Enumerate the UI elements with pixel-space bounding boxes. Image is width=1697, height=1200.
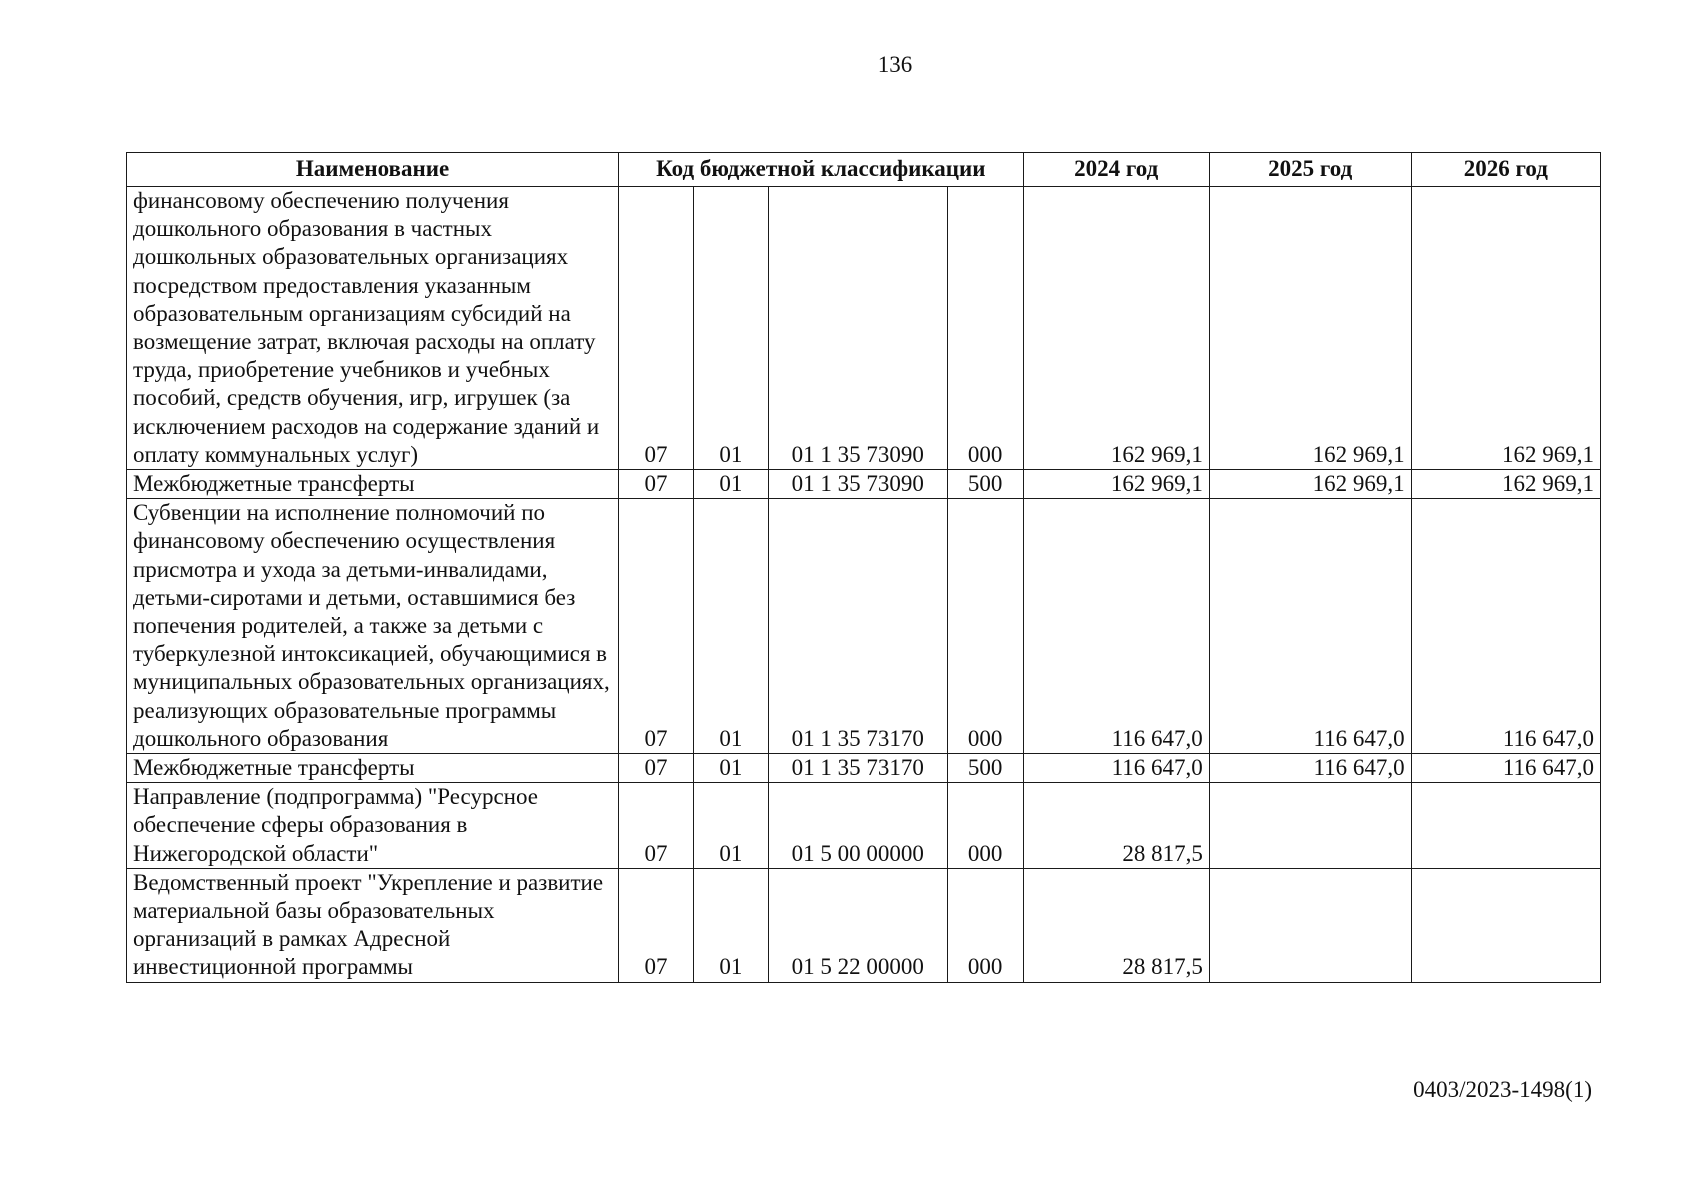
row-subsection: 01 xyxy=(693,470,768,499)
row-section: 07 xyxy=(619,499,694,754)
row-2026 xyxy=(1411,783,1600,869)
row-name: Межбюджетные трансферты xyxy=(127,754,619,783)
row-2026: 162 969,1 xyxy=(1411,470,1600,499)
row-2026: 116 647,0 xyxy=(1411,499,1600,754)
row-section: 07 xyxy=(619,754,694,783)
table-row xyxy=(127,499,1601,754)
row-subsection: 01 xyxy=(693,754,768,783)
row-subsection: 01 xyxy=(693,868,768,982)
row-2024: 28 817,5 xyxy=(1023,868,1209,982)
row-name: Межбюджетные трансферты xyxy=(127,470,619,499)
row-target-article: 01 5 22 00000 xyxy=(768,868,947,982)
row-name: Ведомственный проект "Укрепление и развитие материальной базы образовательных организаций в рамках Адресной инвестиционной программы xyxy=(127,868,619,982)
row-2024: 162 969,1 xyxy=(1023,470,1209,499)
row-section: 07 xyxy=(619,868,694,982)
row-expense-type: 000 xyxy=(947,187,1023,470)
header-2025: 2025 год xyxy=(1209,153,1411,187)
table-header-row xyxy=(127,153,1601,187)
row-subsection: 01 xyxy=(693,783,768,869)
row-name: финансовому обеспечению получения дошкольного образования в частных дошкольных образовательных организациях посредством предоставления указанным образовательным организациям субсидий на возмещение затрат, включая расходы на оплату труда, приобретение учебников и учебных пособий, средств обучения, игр, игрушек (за исключением расходов на содержание зданий и оплату коммунальных услуг) xyxy=(127,187,619,470)
header-2024: 2024 год xyxy=(1023,153,1209,187)
row-2024: 162 969,1 xyxy=(1023,187,1209,470)
row-2026: 162 969,1 xyxy=(1411,187,1600,470)
header-name: Наименование xyxy=(127,153,619,187)
row-target-article: 01 1 35 73170 xyxy=(768,499,947,754)
table-row xyxy=(127,470,1601,499)
row-expense-type: 500 xyxy=(947,470,1023,499)
row-2025 xyxy=(1209,783,1411,869)
row-2024: 28 817,5 xyxy=(1023,783,1209,869)
row-2026 xyxy=(1411,868,1600,982)
header-2026: 2026 год xyxy=(1411,153,1600,187)
row-section: 07 xyxy=(619,187,694,470)
document-reference: 0403/2023-1498(1) xyxy=(1413,1077,1592,1102)
row-2024: 116 647,0 xyxy=(1023,754,1209,783)
row-section: 07 xyxy=(619,783,694,869)
row-2025: 162 969,1 xyxy=(1209,470,1411,499)
row-name: Направление (подпрограмма) "Ресурсное обеспечение сферы образования в Нижегородской области" xyxy=(127,783,619,869)
row-expense-type: 000 xyxy=(947,868,1023,982)
row-target-article: 01 1 35 73090 xyxy=(768,187,947,470)
table-row xyxy=(127,754,1601,783)
row-2025: 116 647,0 xyxy=(1209,754,1411,783)
table-row xyxy=(127,783,1601,869)
row-target-article: 01 1 35 73170 xyxy=(768,754,947,783)
budget-table xyxy=(126,152,1601,983)
table-row xyxy=(127,868,1601,982)
header-code: Код бюджетной классификации xyxy=(619,153,1024,187)
row-subsection: 01 xyxy=(693,499,768,754)
row-2026: 116 647,0 xyxy=(1411,754,1600,783)
row-2024: 116 647,0 xyxy=(1023,499,1209,754)
row-expense-type: 000 xyxy=(947,499,1023,754)
row-2025: 162 969,1 xyxy=(1209,187,1411,470)
table-row xyxy=(127,187,1601,470)
row-expense-type: 000 xyxy=(947,783,1023,869)
page-number: 136 xyxy=(877,52,913,77)
row-section: 07 xyxy=(619,470,694,499)
row-expense-type: 500 xyxy=(947,754,1023,783)
row-target-article: 01 5 00 00000 xyxy=(768,783,947,869)
row-target-article: 01 1 35 73090 xyxy=(768,470,947,499)
row-2025: 116 647,0 xyxy=(1209,499,1411,754)
row-name: Субвенции на исполнение полномочий по финансовому обеспечению осуществления присмотра и ухода за детьми-инвалидами, детьми-сиротами и детьми, оставшимися без попечения родителей, а также за детьми с туберкулезной интоксикацией, обучающимися в муниципальных образовательных организациях, реализующих образовательные программы дошкольного образования xyxy=(127,499,619,754)
row-2025 xyxy=(1209,868,1411,982)
row-subsection: 01 xyxy=(693,187,768,470)
